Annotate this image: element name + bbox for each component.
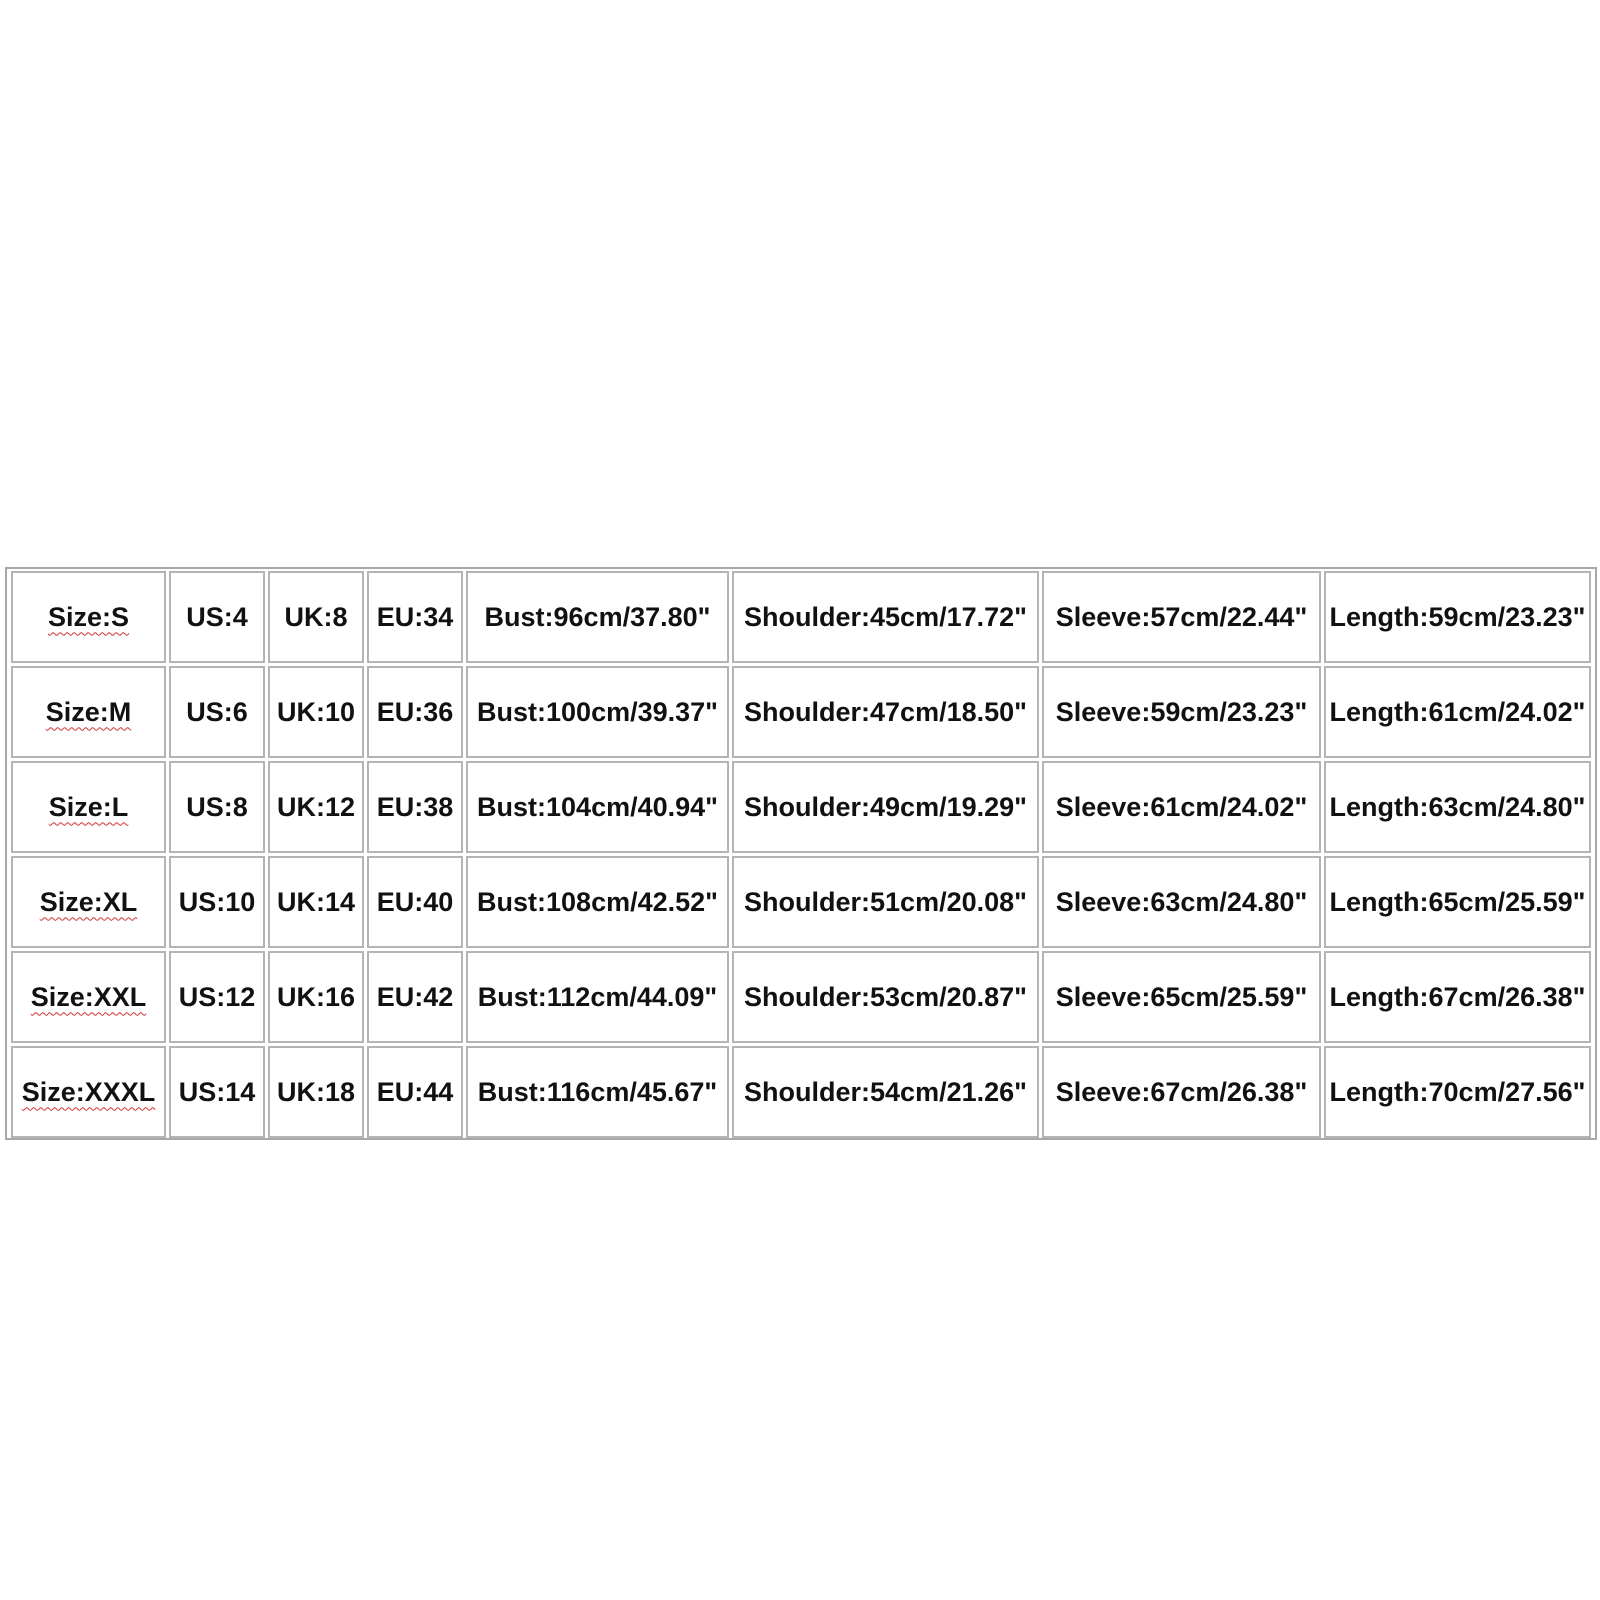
us-size-value: US:6 [186,696,248,727]
shoulder-cell [732,666,1039,758]
shoulder-cell [732,1046,1039,1138]
uk-size-value: UK:10 [276,696,356,727]
size-cell [11,951,166,1043]
length-value: Length:63cm/24.80" [1329,791,1586,822]
size-label: Size:XL [39,886,138,917]
bust-cell [466,666,729,758]
sleeve-cell [1042,571,1321,663]
uk-size-value: UK:14 [276,886,356,917]
table-row [7,761,1595,853]
eu-size-value: EU:40 [376,886,454,917]
us-size-value: US:10 [178,886,256,917]
uk-size-value: UK:12 [276,791,356,822]
us-size-value: US:4 [186,601,248,632]
uk-size-cell [268,666,364,758]
shoulder-cell [732,856,1039,948]
size-label: Size:M [45,696,132,727]
eu-size-cell [367,951,463,1043]
length-value: Length:67cm/26.38" [1329,981,1586,1012]
bust-value: Bust:96cm/37.80" [484,601,711,632]
length-value: Length:65cm/25.59" [1329,886,1586,917]
bust-cell [466,856,729,948]
uk-size-cell [268,571,364,663]
bust-value: Bust:108cm/42.52" [477,886,718,917]
length-value: Length:59cm/23.23" [1329,601,1586,632]
eu-size-cell [367,1046,463,1138]
eu-size-cell [367,761,463,853]
uk-size-value: UK:16 [276,981,356,1012]
table-row [7,666,1595,758]
length-cell [1324,666,1591,758]
us-size-value: US:8 [186,791,248,822]
shoulder-value: Shoulder:54cm/21.26" [744,1076,1027,1107]
size-label: Size:XXXL [21,1076,156,1107]
uk-size-cell [268,1046,364,1138]
sleeve-cell [1042,666,1321,758]
bust-cell [466,1046,729,1138]
bust-value: Bust:112cm/44.09" [477,981,718,1012]
sleeve-cell [1042,856,1321,948]
us-size-value: US:14 [178,1076,256,1107]
sleeve-value: Sleeve:61cm/24.02" [1055,791,1308,822]
eu-size-cell [367,856,463,948]
table-row [7,951,1595,1043]
eu-size-value: EU:34 [376,601,454,632]
uk-size-value: UK:18 [276,1076,356,1107]
size-cell [11,666,166,758]
length-cell [1324,1046,1591,1138]
length-cell [1324,856,1591,948]
sleeve-value: Sleeve:67cm/26.38" [1055,1076,1308,1107]
uk-size-cell [268,951,364,1043]
uk-size-cell [268,856,364,948]
eu-size-cell [367,571,463,663]
size-cell [11,761,166,853]
bust-cell [466,571,729,663]
bust-value: Bust:104cm/40.94" [477,791,718,822]
table-row [7,571,1595,663]
shoulder-cell [732,761,1039,853]
us-size-cell [169,666,265,758]
sleeve-value: Sleeve:57cm/22.44" [1055,601,1308,632]
length-value: Length:61cm/24.02" [1329,696,1586,727]
size-chart-table [5,567,1597,1140]
length-cell [1324,761,1591,853]
us-size-cell [169,761,265,853]
sleeve-cell [1042,761,1321,853]
length-value: Length:70cm/27.56" [1329,1076,1586,1107]
bust-value: Bust:116cm/45.67" [477,1076,718,1107]
eu-size-cell [367,666,463,758]
sleeve-value: Sleeve:59cm/23.23" [1055,696,1308,727]
size-label: Size:XXL [30,981,147,1012]
shoulder-value: Shoulder:47cm/18.50" [744,696,1027,727]
shoulder-cell [732,951,1039,1043]
size-cell [11,571,166,663]
bust-cell [466,761,729,853]
size-cell [11,856,166,948]
bust-value: Bust:100cm/39.37" [477,696,718,727]
us-size-value: US:12 [178,981,256,1012]
size-label: Size:L [48,791,129,822]
bust-cell [466,951,729,1043]
length-cell [1324,951,1591,1043]
sleeve-cell [1042,951,1321,1043]
uk-size-value: UK:8 [284,601,348,632]
us-size-cell [169,571,265,663]
us-size-cell [169,1046,265,1138]
size-label: Size:S [47,601,130,632]
table-row [7,1046,1595,1138]
eu-size-value: EU:36 [376,696,454,727]
sleeve-cell [1042,1046,1321,1138]
table-row [7,856,1595,948]
us-size-cell [169,856,265,948]
shoulder-value: Shoulder:51cm/20.08" [744,886,1027,917]
eu-size-value: EU:42 [376,981,454,1012]
shoulder-value: Shoulder:49cm/19.29" [744,791,1027,822]
shoulder-value: Shoulder:45cm/17.72" [744,601,1027,632]
shoulder-value: Shoulder:53cm/20.87" [744,981,1027,1012]
shoulder-cell [732,571,1039,663]
uk-size-cell [268,761,364,853]
sleeve-value: Sleeve:63cm/24.80" [1055,886,1308,917]
eu-size-value: EU:44 [376,1076,454,1107]
sleeve-value: Sleeve:65cm/25.59" [1055,981,1308,1012]
size-cell [11,1046,166,1138]
eu-size-value: EU:38 [376,791,454,822]
us-size-cell [169,951,265,1043]
length-cell [1324,571,1591,663]
